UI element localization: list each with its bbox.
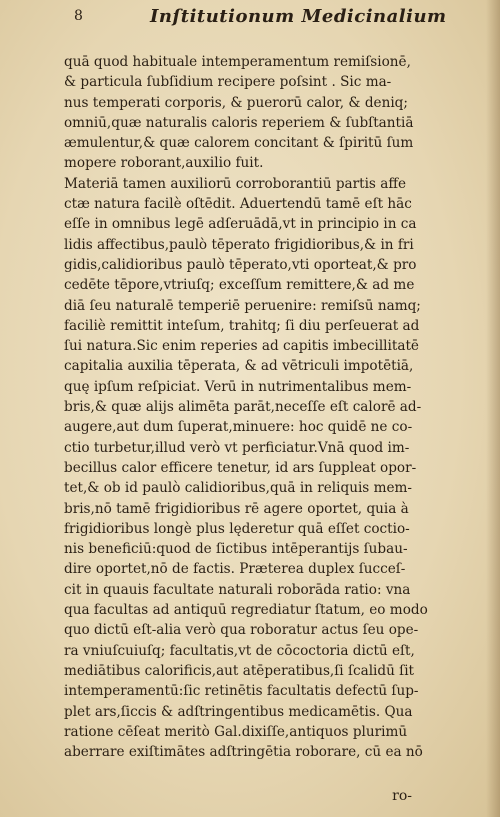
catchword: ro- bbox=[392, 788, 412, 804]
text-line: bris,nō tamē frigidioribus rē agere oportet, quia à bbox=[64, 500, 409, 517]
text-line: æmulentur,& quæ calorem concitant & ſpiritū ſum bbox=[64, 135, 414, 152]
text-line: augere,aut dum ſuperat,minuere: hoc quidē ne co- bbox=[64, 419, 413, 436]
text-line: & particula ſubſidium recipere poſsint . Sic ma- bbox=[64, 74, 392, 91]
text-line: lidis affectibus,paulò tēperato frigidioribus,& in fri bbox=[64, 236, 414, 253]
text-line: mopere roborant,auxilio fuit. bbox=[64, 155, 264, 172]
text-line: dire oportet,nō de factis. Præterea duplex ſucceſ- bbox=[64, 561, 406, 578]
text-line: tet,& ob id paulò calidioribus,quā in reliquis mem- bbox=[64, 480, 413, 497]
text-line: cit in quauis facultate naturali roborāda ratio: vna bbox=[64, 581, 411, 598]
text-line: ra vniuſcuiuſq; facultatis,vt de cōcoctoria dictū eſt, bbox=[64, 642, 415, 659]
text-line: plet ars,ſiccis & adſtringentibus medicamētis. Qua bbox=[64, 703, 413, 720]
text-line: mediātibus calorificis,aut atēperatibus,ſi ſcalidū ſit bbox=[64, 662, 415, 679]
page-gutter-shadow bbox=[486, 0, 500, 817]
running-head: Inſtitutionum Medicinalium bbox=[150, 6, 447, 27]
text-line: ſui natura.Sic enim reperies ad capitis imbecillitatē bbox=[64, 338, 419, 355]
text-line: faciliè remittit inteſum, trahitq; ſi diu perſeuerat ad bbox=[64, 317, 420, 334]
text-line: omniū,quæ naturalis caloris reperiem & ſubſtantiā bbox=[64, 114, 414, 131]
text-line: capitalia auxilia tēperata, & ad vētriculi impotētiā, bbox=[64, 358, 414, 375]
text-line: qua facultas ad antiquū regrediatur ſtatum, eo modo bbox=[64, 602, 428, 619]
text-line: diā ſeu naturalē temperiē peruenire: remiſsū namq; bbox=[64, 297, 421, 314]
text-line: eſſe in omnibus legē adſeruādā,vt in principio in ca bbox=[64, 216, 417, 233]
text-line: aberrare exiſtimātes adſtringētia roborare, cū ea nō bbox=[64, 744, 423, 761]
text-line: nus temperati corporis, & puerorū calor, & deniq; bbox=[64, 94, 408, 111]
text-line: ctæ natura facilè oſtēdit. Aduertendū tamē eſt hāc bbox=[64, 196, 412, 213]
text-line: intemperamentū:ſic retinētis facultatis defectū ſup- bbox=[64, 683, 419, 700]
text-line: bris,& quæ alijs alimēta parāt,neceſſe eſt calorē ad- bbox=[64, 399, 422, 416]
text-line: frigidioribus longè plus lęderetur quā eſſet coctio- bbox=[64, 520, 410, 537]
body-text bbox=[64, 52, 468, 762]
text-line: nis beneficiū:quod de ſictibus intēperantijs ſubau- bbox=[64, 541, 408, 558]
text-line: quo dictū eſt-alia verò qua roboratur actus ſeu ope- bbox=[64, 622, 419, 639]
text-line: Materiā tamen auxiliorū corroborantiū partis affe bbox=[64, 175, 407, 192]
text-line: quę ipſum reſpiciat. Verū in nutrimentalibus mem- bbox=[64, 378, 412, 395]
text-line: ctio turbetur,illud verò vt perficiatur.Vnā quod im- bbox=[64, 439, 410, 456]
text-line: quā quod habituale intemperamentum remiſsionē, bbox=[64, 54, 411, 70]
page-number: 8 bbox=[74, 8, 83, 24]
text-line: gidis,calidioribus paulò tēperato,vti oporteat,& pro bbox=[64, 256, 417, 273]
text-line: becillus calor efficere tenetur, id ars ſuppleat opor- bbox=[64, 459, 417, 476]
text-line: ratione cēſeat meritò Gal.dixiſſe,antiquos plurimū bbox=[64, 723, 408, 740]
text-line: cedēte tēpore,vtriuſq; exceſſum remittere,& ad me bbox=[64, 277, 415, 294]
